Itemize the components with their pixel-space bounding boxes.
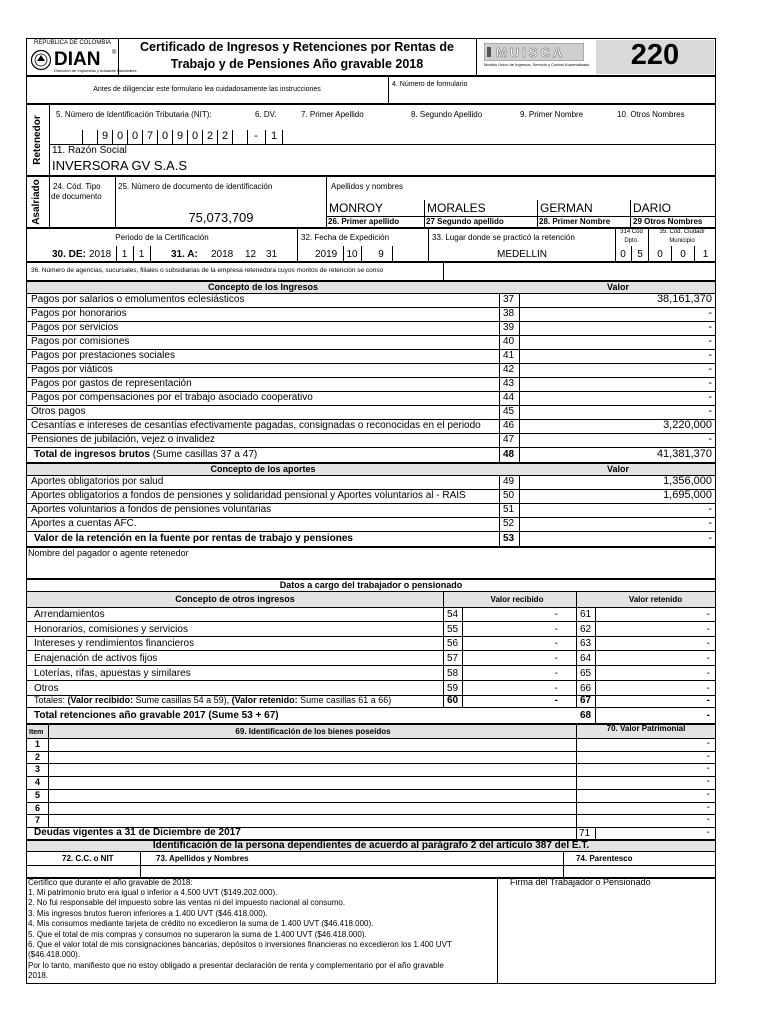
instructions-text: Antes de diligenciar este formulario lea cuidadosamente las instrucciones — [93, 86, 321, 93]
recibido-num: 58 — [447, 668, 459, 679]
certifico-line: 1. Mi patrimonio bruto era igual o inferior a 4.500 UVT ($149.202.000). — [28, 888, 278, 897]
bien-description[interactable] — [49, 739, 575, 750]
asalariado-label: Asalriado — [31, 179, 42, 225]
ingreso-label: Cesantías e intereses de cesantías efectivamente pagadas, consignadas o reconocidas en el periodo — [31, 420, 481, 431]
ingreso-num: 45 — [503, 406, 515, 417]
otros-nombres-value[interactable]: DARIO — [633, 201, 672, 215]
first-surname-label: 7. Primer Apellido — [301, 110, 364, 119]
ingreso-label: Pagos por gastos de representación — [31, 378, 192, 389]
aporte-label: Aportes a cuentas AFC. — [31, 518, 137, 529]
aporte-value[interactable]: 1,695,000 — [663, 489, 712, 501]
certifico-line: 3. Mis ingresos brutos fueron inferiores a 1.400 UVT ($46.418.000). — [28, 909, 268, 918]
ingreso-value[interactable]: - — [708, 307, 712, 319]
ciudad-digit[interactable]: 1 — [702, 249, 709, 260]
certifico-line: 6. Que el valor total de mis consignaciones bancarias, depósitos o inversiones financieras no excedieron los 1.400 UVT — [28, 940, 452, 949]
bien-item-num: 4 — [35, 777, 41, 787]
totales-title: Totales: — [34, 695, 66, 705]
otro-ingreso-label: Arrendamientos — [34, 609, 105, 620]
recibido-value[interactable]: - — [554, 624, 558, 635]
ingreso-label: Otros pagos — [31, 406, 86, 417]
periodo-a-label: 31. A: — [171, 249, 198, 260]
total-ingresos-title: Total de ingresos brutos — [34, 449, 150, 460]
bien-item-num: 2 — [35, 752, 41, 762]
bien-description[interactable] — [49, 752, 575, 763]
ingreso-value[interactable]: - — [708, 321, 712, 333]
names-label: Apellidos y nombres — [331, 182, 404, 191]
primer-nombre-value[interactable]: GERMAN — [540, 201, 593, 215]
aportes-valor-header: Valor — [606, 464, 629, 474]
ingreso-num: 42 — [503, 364, 515, 375]
bien-description[interactable] — [49, 803, 575, 814]
certifico-line: 2. No fui responsable del impuesto sobre las ventas ni del impuesto nacional al consumo. — [28, 898, 346, 907]
nit-digit: 9 — [101, 130, 109, 142]
periodo-de-year[interactable]: 2018 — [89, 249, 112, 260]
ingresos-valor-header: Valor — [606, 282, 629, 292]
svg-text:MUISCA: MUISCA — [496, 45, 566, 60]
bien-description[interactable] — [49, 777, 575, 788]
other-names-label: 10. Otros Nombres — [617, 110, 685, 119]
valor-recibido-header: Valor recibido — [490, 595, 544, 604]
otro-ingreso-label: Intereses y rendimientos financieros — [34, 638, 195, 649]
recibido-value[interactable]: - — [554, 653, 558, 664]
retencion-label: Valor de la retención en la fuente por rentas de trabajo y pensiones — [34, 533, 353, 544]
aporte-value[interactable]: - — [708, 503, 712, 515]
razon-social-label: 11. Razón Social — [52, 145, 127, 156]
primer-apellido-value[interactable]: MONROY — [329, 201, 383, 215]
totales-retenido-num: 67 — [580, 695, 592, 706]
recibido-num: 57 — [447, 653, 459, 664]
ingreso-num: 41 — [503, 350, 515, 361]
ingreso-num: 47 — [503, 434, 515, 445]
doc-number-label: 25. Número de documento de identificación — [118, 182, 273, 191]
ingreso-label: Pagos por servicios — [31, 322, 119, 333]
otro-ingreso-label: Otros — [34, 683, 59, 694]
ingreso-num: 38 — [503, 308, 515, 319]
bien-item-num: 6 — [35, 803, 41, 813]
aportes-header: Concepto de los aportes — [210, 464, 316, 474]
ciudad-digit[interactable]: 0 — [680, 249, 686, 260]
aporte-num: 52 — [503, 518, 515, 529]
ingreso-label: Pensiones de jubilación, vejez o invalidez — [31, 434, 216, 445]
ingreso-value[interactable]: - — [708, 377, 712, 389]
ingreso-label: Pagos por viáticos — [31, 364, 113, 375]
ingreso-value[interactable]: - — [708, 349, 712, 361]
ingreso-label: Pagos por compensaciones por el trabajo asociado cooperativo — [31, 392, 313, 403]
bien-item-num: 7 — [35, 815, 41, 825]
cod-ciudad-label: 35. Cód. Ciudad/ — [659, 229, 705, 235]
aporte-label: Aportes obligatorios a fondos de pensiones y solidaridad pensional y Aportes voluntarios al - RAIS — [31, 490, 466, 501]
form-title-line1: Certificado de Ingresos y Retenciones por Rentas de — [140, 40, 454, 54]
total-ingresos-value[interactable]: 41,381,370 — [656, 448, 712, 460]
nit-digit: 0 — [131, 130, 139, 142]
doc-number-value[interactable]: 75,073,709 — [188, 210, 254, 225]
ingreso-num: 44 — [503, 392, 515, 403]
deudas-value[interactable]: - — [706, 827, 710, 838]
aporte-num: 51 — [503, 504, 515, 515]
parentesco-label: 74. Parentesco — [576, 854, 633, 863]
certifico-line: 4. Mis consumos mediante tarjeta de crédito no excedieron la suma de 1.400 UVT ($46.418.000). — [28, 919, 374, 928]
total-ingresos-note: (Sume casillas 37 a 47) — [152, 449, 258, 460]
ingreso-value[interactable]: - — [708, 363, 712, 375]
bien-description[interactable] — [49, 815, 575, 826]
apellidos-nombres-label: 73. Apellidos y Nombres — [156, 854, 249, 863]
doc-type-label-2: de documento — [51, 192, 102, 201]
valor-retenido-header: Valor retenido — [628, 595, 683, 604]
total-retenciones-num: 68 — [580, 710, 592, 721]
retenido-num: 65 — [580, 668, 592, 679]
agencias-label: 36. Número de agencias, sucursales, filiales o subsidiarias de la empresa retenedora cuyos montos de retención se conso — [31, 267, 384, 274]
ingreso-num: 46 — [503, 420, 515, 431]
primer-apellido-label: 26. Primer apellido — [328, 217, 400, 226]
ingreso-value[interactable]: - — [708, 433, 712, 445]
totales-retenido-text: Sume casillas 61 a 66) — [300, 695, 392, 705]
recibido-value[interactable]: - — [554, 609, 558, 620]
muisca-logo — [482, 42, 594, 72]
expedicion-month[interactable]: 10 — [346, 249, 358, 260]
recibido-num: 55 — [447, 624, 459, 635]
nit-label: 5. Número de Identificación Tributaria (NIT): — [56, 110, 212, 119]
nit-field[interactable] — [82, 128, 298, 144]
nit-dash: - — [254, 130, 258, 142]
certifico-line: 5. Que el total de mis compras y consumos no superaron la suma de 1.400 UVT ($46.418.000). — [28, 930, 367, 939]
certifico-line: Certifico que durante el año gravable de 2018: — [28, 878, 193, 887]
fecha-expedicion-label: 32. Fecha de Expedición — [301, 233, 390, 242]
nit-digit: 0 — [191, 130, 199, 142]
totales-recibido-text: Sume casillas 54 a 59), — [135, 695, 230, 705]
totales-retenido-label: (Valor retenido: — [231, 695, 298, 705]
nit-digit: 2 — [221, 130, 229, 142]
deudas-label: Deudas vigentes a 31 de Diciembre de 2017 — [34, 827, 241, 838]
firma-label: Firma del Trabajador o Pensionado — [510, 877, 651, 887]
cod-dpto-label: 314 Cód — [620, 229, 643, 235]
ingreso-num: 37 — [503, 294, 515, 305]
recibido-value[interactable]: - — [554, 668, 558, 679]
total-ingresos-label — [34, 450, 257, 460]
bien-item-num: 1 — [35, 739, 41, 749]
ingreso-label: Pagos por honorarios — [31, 308, 127, 319]
certifico-line: 2018. — [28, 971, 49, 980]
bien-value[interactable]: - — [706, 763, 710, 774]
ingreso-num: 43 — [503, 378, 515, 389]
retenido-value[interactable]: - — [706, 653, 710, 664]
totales-recibido-num: 60 — [447, 695, 459, 706]
ingreso-value[interactable]: - — [708, 391, 712, 403]
ingreso-num: 39 — [503, 322, 515, 333]
dpto-digit[interactable]: 5 — [637, 249, 643, 260]
bienes-header: 69. Identificación de los bienes poseídos — [235, 727, 391, 736]
total-ingresos-num: 48 — [503, 449, 515, 460]
bien-value[interactable]: - — [706, 776, 710, 787]
periodo-a-year[interactable]: 2018 — [211, 249, 234, 260]
retenido-num: 63 — [580, 638, 592, 649]
trabajador-header: Datos a cargo del trabajador o pensionado — [279, 580, 463, 590]
periodo-de-label: 30. DE: — [52, 249, 86, 260]
bien-description[interactable] — [49, 764, 575, 775]
totales-label — [34, 696, 391, 705]
dian-subtitle: Dirección de Impuestos y Aduanas Nacionales — [54, 68, 137, 73]
bien-value[interactable]: - — [706, 789, 710, 800]
periodo-a-day[interactable]: 31 — [266, 249, 278, 260]
retenido-value[interactable]: - — [706, 624, 710, 635]
muisca-logo-icon — [484, 43, 584, 61]
retencion-num: 53 — [503, 533, 515, 544]
segundo-apellido-value[interactable]: MORALES — [427, 201, 486, 215]
ingreso-value[interactable]: - — [708, 335, 712, 347]
totales-recibido-label: (Valor recibido: — [67, 695, 134, 705]
total-retenciones-value[interactable]: - — [706, 710, 710, 721]
periodo-label: Periodo de la Certificación — [115, 233, 209, 242]
retenido-num: 62 — [580, 624, 592, 635]
ingreso-label: Pagos por salarios o emolumentos eclesiásticos — [31, 294, 245, 305]
nit-digit: 0 — [116, 130, 124, 142]
certifico-line: ($46.418.000). — [28, 950, 81, 959]
cc-nit-label: 72. C.C. o NIT — [62, 854, 114, 863]
segundo-apellido-label: 27 Segundo apellido — [426, 217, 504, 226]
aporte-value[interactable]: - — [708, 517, 712, 529]
expedicion-day[interactable]: 9 — [378, 249, 384, 260]
aporte-num: 50 — [503, 490, 515, 501]
periodo-a-month[interactable]: 12 — [245, 249, 257, 260]
dv-value[interactable]: 1 — [270, 130, 278, 142]
ingreso-label: Pagos por comisiones — [31, 336, 130, 347]
doc-type-label: 24. Cód. Tipo — [53, 182, 101, 191]
nit-digit: 2 — [206, 130, 214, 142]
expedicion-year[interactable]: 2019 — [315, 249, 338, 260]
ingreso-value[interactable]: 3,220,000 — [663, 419, 712, 431]
valor-patrimonial-header: 70. Valor Patrimonial — [606, 724, 686, 733]
ingreso-num: 40 — [503, 336, 515, 347]
aporte-label: Aportes voluntarios a fondos de pensiones voluntarias — [31, 504, 272, 515]
retenido-value[interactable]: - — [706, 668, 710, 679]
total-retenciones-label: Total retenciones año gravable 2017 (Sume 53 + 67) — [34, 710, 279, 721]
cod-ciudad-label-2: Municipio — [669, 238, 695, 244]
nit-digit: 9 — [176, 130, 184, 142]
primer-nombre-label: 28. Primer Nombre — [539, 217, 611, 226]
muisca-subtitle: Modelo Único de Ingresos, Servicio y Control Automatizado — [484, 62, 590, 67]
retenido-value[interactable]: - — [706, 683, 710, 694]
aporte-value[interactable]: 1,356,000 — [663, 475, 712, 487]
ingreso-label: Pagos por prestaciones sociales — [31, 350, 175, 361]
recibido-num: 56 — [447, 638, 459, 649]
razon-social-value[interactable]: INVERSORA GV S.A.S — [52, 158, 188, 173]
otro-ingreso-label: Loterías, rifas, apuestas y similares — [34, 668, 191, 679]
dian-emblem-icon — [30, 49, 52, 71]
bien-item-num: 3 — [35, 764, 41, 774]
retencion-value[interactable]: - — [708, 532, 712, 544]
aporte-label: Aportes obligatorios por salud — [31, 476, 164, 487]
recibido-num: 54 — [447, 609, 459, 620]
first-name-label: 9. Primer Nombre — [520, 110, 584, 119]
ingreso-value[interactable]: 38,161,370 — [656, 293, 712, 305]
retenido-value[interactable]: - — [706, 609, 710, 620]
bien-value[interactable]: - — [706, 814, 710, 825]
retenido-num: 66 — [580, 683, 592, 694]
ciudad-digit[interactable]: 0 — [657, 249, 663, 260]
otro-ingreso-label: Honorarios, comisiones y servicios — [34, 624, 188, 635]
lugar-retencion-value[interactable]: MEDELLIN — [496, 249, 547, 260]
certifico-line: Por lo tanto, manifiesto que no estoy obligado a presentar declaración de renta y complementario por el año gravable — [28, 961, 444, 970]
form-title-line2: Trabajo y de Pensiones Año gravable 2018 — [170, 57, 424, 71]
bien-description[interactable] — [49, 790, 575, 801]
aporte-num: 49 — [503, 476, 515, 487]
retenido-num: 61 — [580, 609, 592, 620]
periodo-de-day[interactable]: 1 — [138, 249, 145, 260]
deudas-num: 71 — [579, 828, 591, 839]
dian-wordmark: DIAN — [54, 49, 101, 70]
nit-digit: 7 — [146, 130, 154, 142]
bien-value[interactable]: - — [706, 738, 710, 749]
recibido-num: 59 — [447, 683, 459, 694]
totales-recibido-value[interactable]: - — [554, 695, 558, 706]
second-surname-label: 8. Segundo Apellido — [411, 110, 483, 119]
bien-value[interactable]: - — [706, 802, 710, 813]
retenido-value[interactable]: - — [706, 638, 710, 649]
totales-retenido-value[interactable]: - — [706, 695, 710, 706]
dv-label: 6. DV. — [255, 110, 277, 119]
dependientes-header: Identificación de la persona dependientes de acuerdo al parágrafo 2 del artículo 387 del E.T. — [152, 840, 590, 851]
otro-ingreso-label: Enajenación de activos fijos — [34, 653, 158, 664]
dpto-digit[interactable]: 0 — [620, 249, 626, 260]
bien-item-num: 5 — [35, 790, 41, 800]
form-number: 220 — [630, 39, 680, 71]
country-label: REPÚBLICA DE COLOMBIA — [34, 40, 112, 46]
otros-nombres-label: 29 Otros Nombres — [633, 217, 703, 226]
nit-digit: 0 — [161, 130, 169, 142]
otros-ingresos-header: Concepto de otros ingresos — [175, 594, 295, 604]
recibido-value[interactable]: - — [554, 638, 558, 649]
ingreso-value[interactable]: - — [708, 405, 712, 417]
pagador-label: Nombre del pagador o agente retenedor — [28, 548, 189, 558]
retenido-num: 64 — [580, 653, 592, 664]
lugar-retencion-label: 33. Lugar donde se practicó la retención — [432, 233, 575, 242]
bienes-item-header: Item — [29, 729, 44, 736]
cod-dpto-label-2: Dpto. — [624, 238, 639, 244]
ingresos-header: Concepto de los Ingresos — [207, 282, 319, 292]
dian-logo: DIAN ® Dirección de Impuestos y Aduanas Nacionales — [28, 48, 116, 74]
recibido-value[interactable]: - — [554, 683, 558, 694]
bien-value[interactable]: - — [706, 751, 710, 762]
retenedor-label: Retenedor — [32, 115, 43, 165]
periodo-de-month[interactable]: 1 — [121, 249, 128, 260]
form-number-label: 4. Número de formulario — [392, 81, 468, 88]
